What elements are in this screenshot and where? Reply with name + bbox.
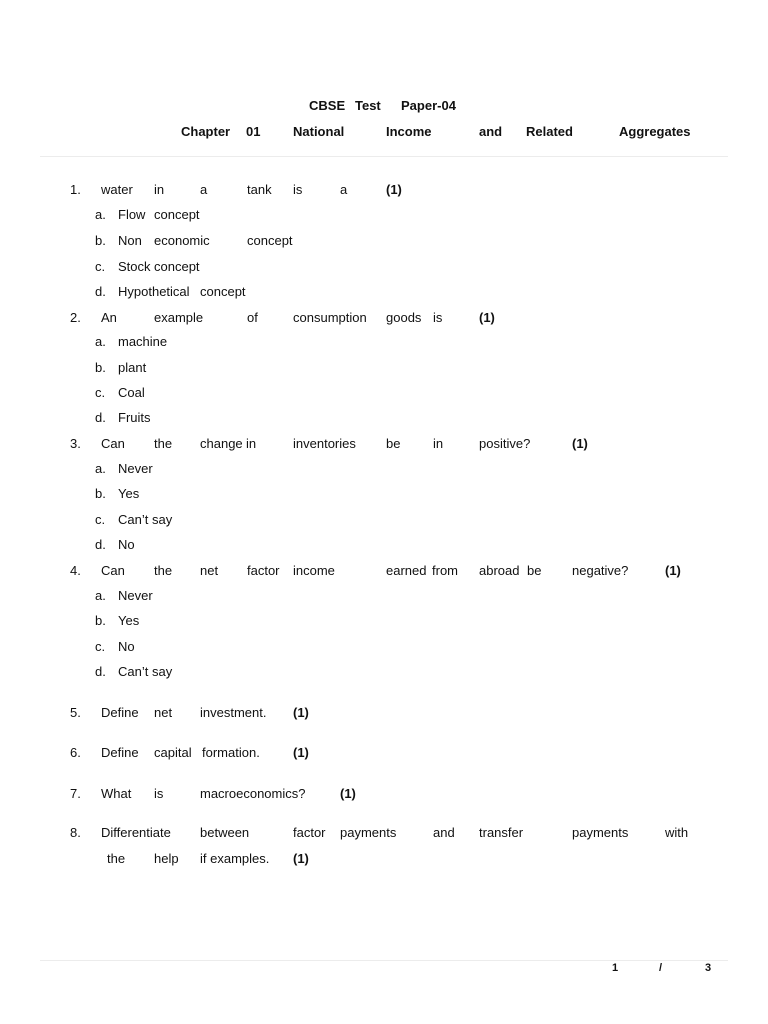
option-letter: a. (95, 588, 106, 603)
question-word: Define (101, 745, 139, 760)
option-letter: c. (95, 639, 106, 654)
question-word: transfer (479, 825, 524, 840)
question-word: is (293, 182, 303, 197)
question-word: Can (101, 436, 125, 451)
header-word: Chapter (181, 124, 231, 139)
header-word: Related (526, 124, 573, 139)
option-letter: c. (95, 385, 106, 400)
question-word: of (247, 310, 258, 325)
page-number-current: 1 (612, 962, 619, 974)
question-word: payments (572, 825, 629, 840)
question-marks: (1) (665, 563, 681, 578)
page-number-separator: / (659, 962, 663, 974)
question-word: macroeconomics? (200, 786, 306, 801)
option-letter: c. (95, 259, 106, 274)
question-word: net (154, 705, 173, 720)
option-letter: d. (95, 284, 106, 299)
header-word: 01 (246, 124, 261, 139)
question-word: from (432, 563, 458, 578)
question-number: 5. (70, 705, 81, 720)
question-marks: (1) (572, 436, 588, 451)
question-word: in (246, 436, 257, 451)
question-word: consumption (293, 310, 367, 325)
option-word: Coal (118, 385, 145, 400)
option-word: Non (118, 233, 142, 248)
header-word: Income (386, 124, 432, 139)
question-word: Differentiate (101, 825, 171, 840)
question-word: with (665, 825, 689, 840)
option-letter: a. (95, 207, 106, 222)
question-word: formation. (202, 745, 260, 760)
question-word: factor (247, 563, 280, 578)
question-word: a (340, 182, 348, 197)
question-marks: (1) (293, 851, 309, 866)
question-word: negative? (572, 563, 629, 578)
question-word: Can (101, 563, 125, 578)
question-number: 1. (70, 182, 81, 197)
question-word: change (200, 436, 243, 451)
option-word: concept (200, 284, 246, 299)
option-letter: d. (95, 537, 106, 552)
question-marks: (1) (340, 786, 356, 801)
question-word: in (154, 182, 165, 197)
question-word: be (527, 563, 542, 578)
question-word: the (154, 563, 173, 578)
question-word: if examples. (200, 851, 270, 866)
question-number: 7. (70, 786, 81, 801)
option-word: concept (154, 207, 200, 222)
question-word: is (433, 310, 443, 325)
option-word: concept (154, 259, 200, 274)
question-word: between (200, 825, 250, 840)
question-word: abroad (479, 563, 520, 578)
question-number: 8. (70, 825, 81, 840)
header-word: Aggregates (619, 124, 691, 139)
question-word: and (433, 825, 455, 840)
option-letter: a. (95, 334, 106, 349)
question-word: Define (101, 705, 139, 720)
question-word: help (154, 851, 179, 866)
question-word: in (433, 436, 444, 451)
question-word: investment. (200, 705, 267, 720)
page-number-total: 3 (705, 962, 712, 974)
header-word: and (479, 124, 503, 139)
option-letter: c. (95, 512, 106, 527)
question-word: factor (293, 825, 326, 840)
question-word: water (101, 182, 133, 197)
question-word: goods (386, 310, 422, 325)
header-word: National (293, 124, 345, 139)
header-word: CBSE (309, 98, 346, 113)
header-word: Test (355, 98, 381, 113)
option-letter: b. (95, 613, 106, 628)
header-divider (40, 156, 728, 157)
question-number: 2. (70, 310, 81, 325)
option-word: Hypothetical (118, 284, 190, 299)
header-word: Paper-04 (401, 98, 456, 113)
option-word: Yes (118, 613, 140, 628)
option-word: No (118, 537, 135, 552)
question-word: net (200, 563, 219, 578)
question-word: is (154, 786, 164, 801)
option-word: No (118, 639, 135, 654)
question-word: income (293, 563, 335, 578)
option-word: Never (118, 588, 153, 603)
option-letter: d. (95, 664, 106, 679)
option-word: Fruits (118, 410, 151, 425)
option-word: machine (118, 334, 168, 349)
footer-divider (40, 960, 728, 961)
option-letter: b. (95, 360, 106, 375)
question-word: What (101, 786, 132, 801)
option-word: Can’t say (118, 512, 173, 527)
option-word: Yes (118, 486, 140, 501)
option-word: plant (118, 360, 147, 375)
option-letter: b. (95, 233, 106, 248)
question-word: be (386, 436, 401, 451)
question-word: capital (154, 745, 192, 760)
question-number: 3. (70, 436, 81, 451)
option-word: Never (118, 461, 153, 476)
question-word: example (154, 310, 204, 325)
option-letter: d. (95, 410, 106, 425)
option-letter: b. (95, 486, 106, 501)
question-word: positive? (479, 436, 531, 451)
question-word: payments (340, 825, 397, 840)
question-word: a (200, 182, 208, 197)
question-number: 4. (70, 563, 81, 578)
question-word: the (154, 436, 173, 451)
option-word: economic (154, 233, 210, 248)
option-word: concept (247, 233, 293, 248)
option-word: Stock (118, 259, 151, 274)
question-word: earned (386, 563, 427, 578)
question-word: tank (247, 182, 272, 197)
option-word: Flow (118, 207, 146, 222)
question-word: inventories (293, 436, 356, 451)
option-letter: a. (95, 461, 106, 476)
question-marks: (1) (479, 310, 495, 325)
question-number: 6. (70, 745, 81, 760)
question-marks: (1) (386, 182, 402, 197)
option-word: Can’t say (118, 664, 173, 679)
question-word: An (101, 310, 117, 325)
question-marks: (1) (293, 705, 309, 720)
question-word: the (107, 851, 126, 866)
question-marks: (1) (293, 745, 309, 760)
